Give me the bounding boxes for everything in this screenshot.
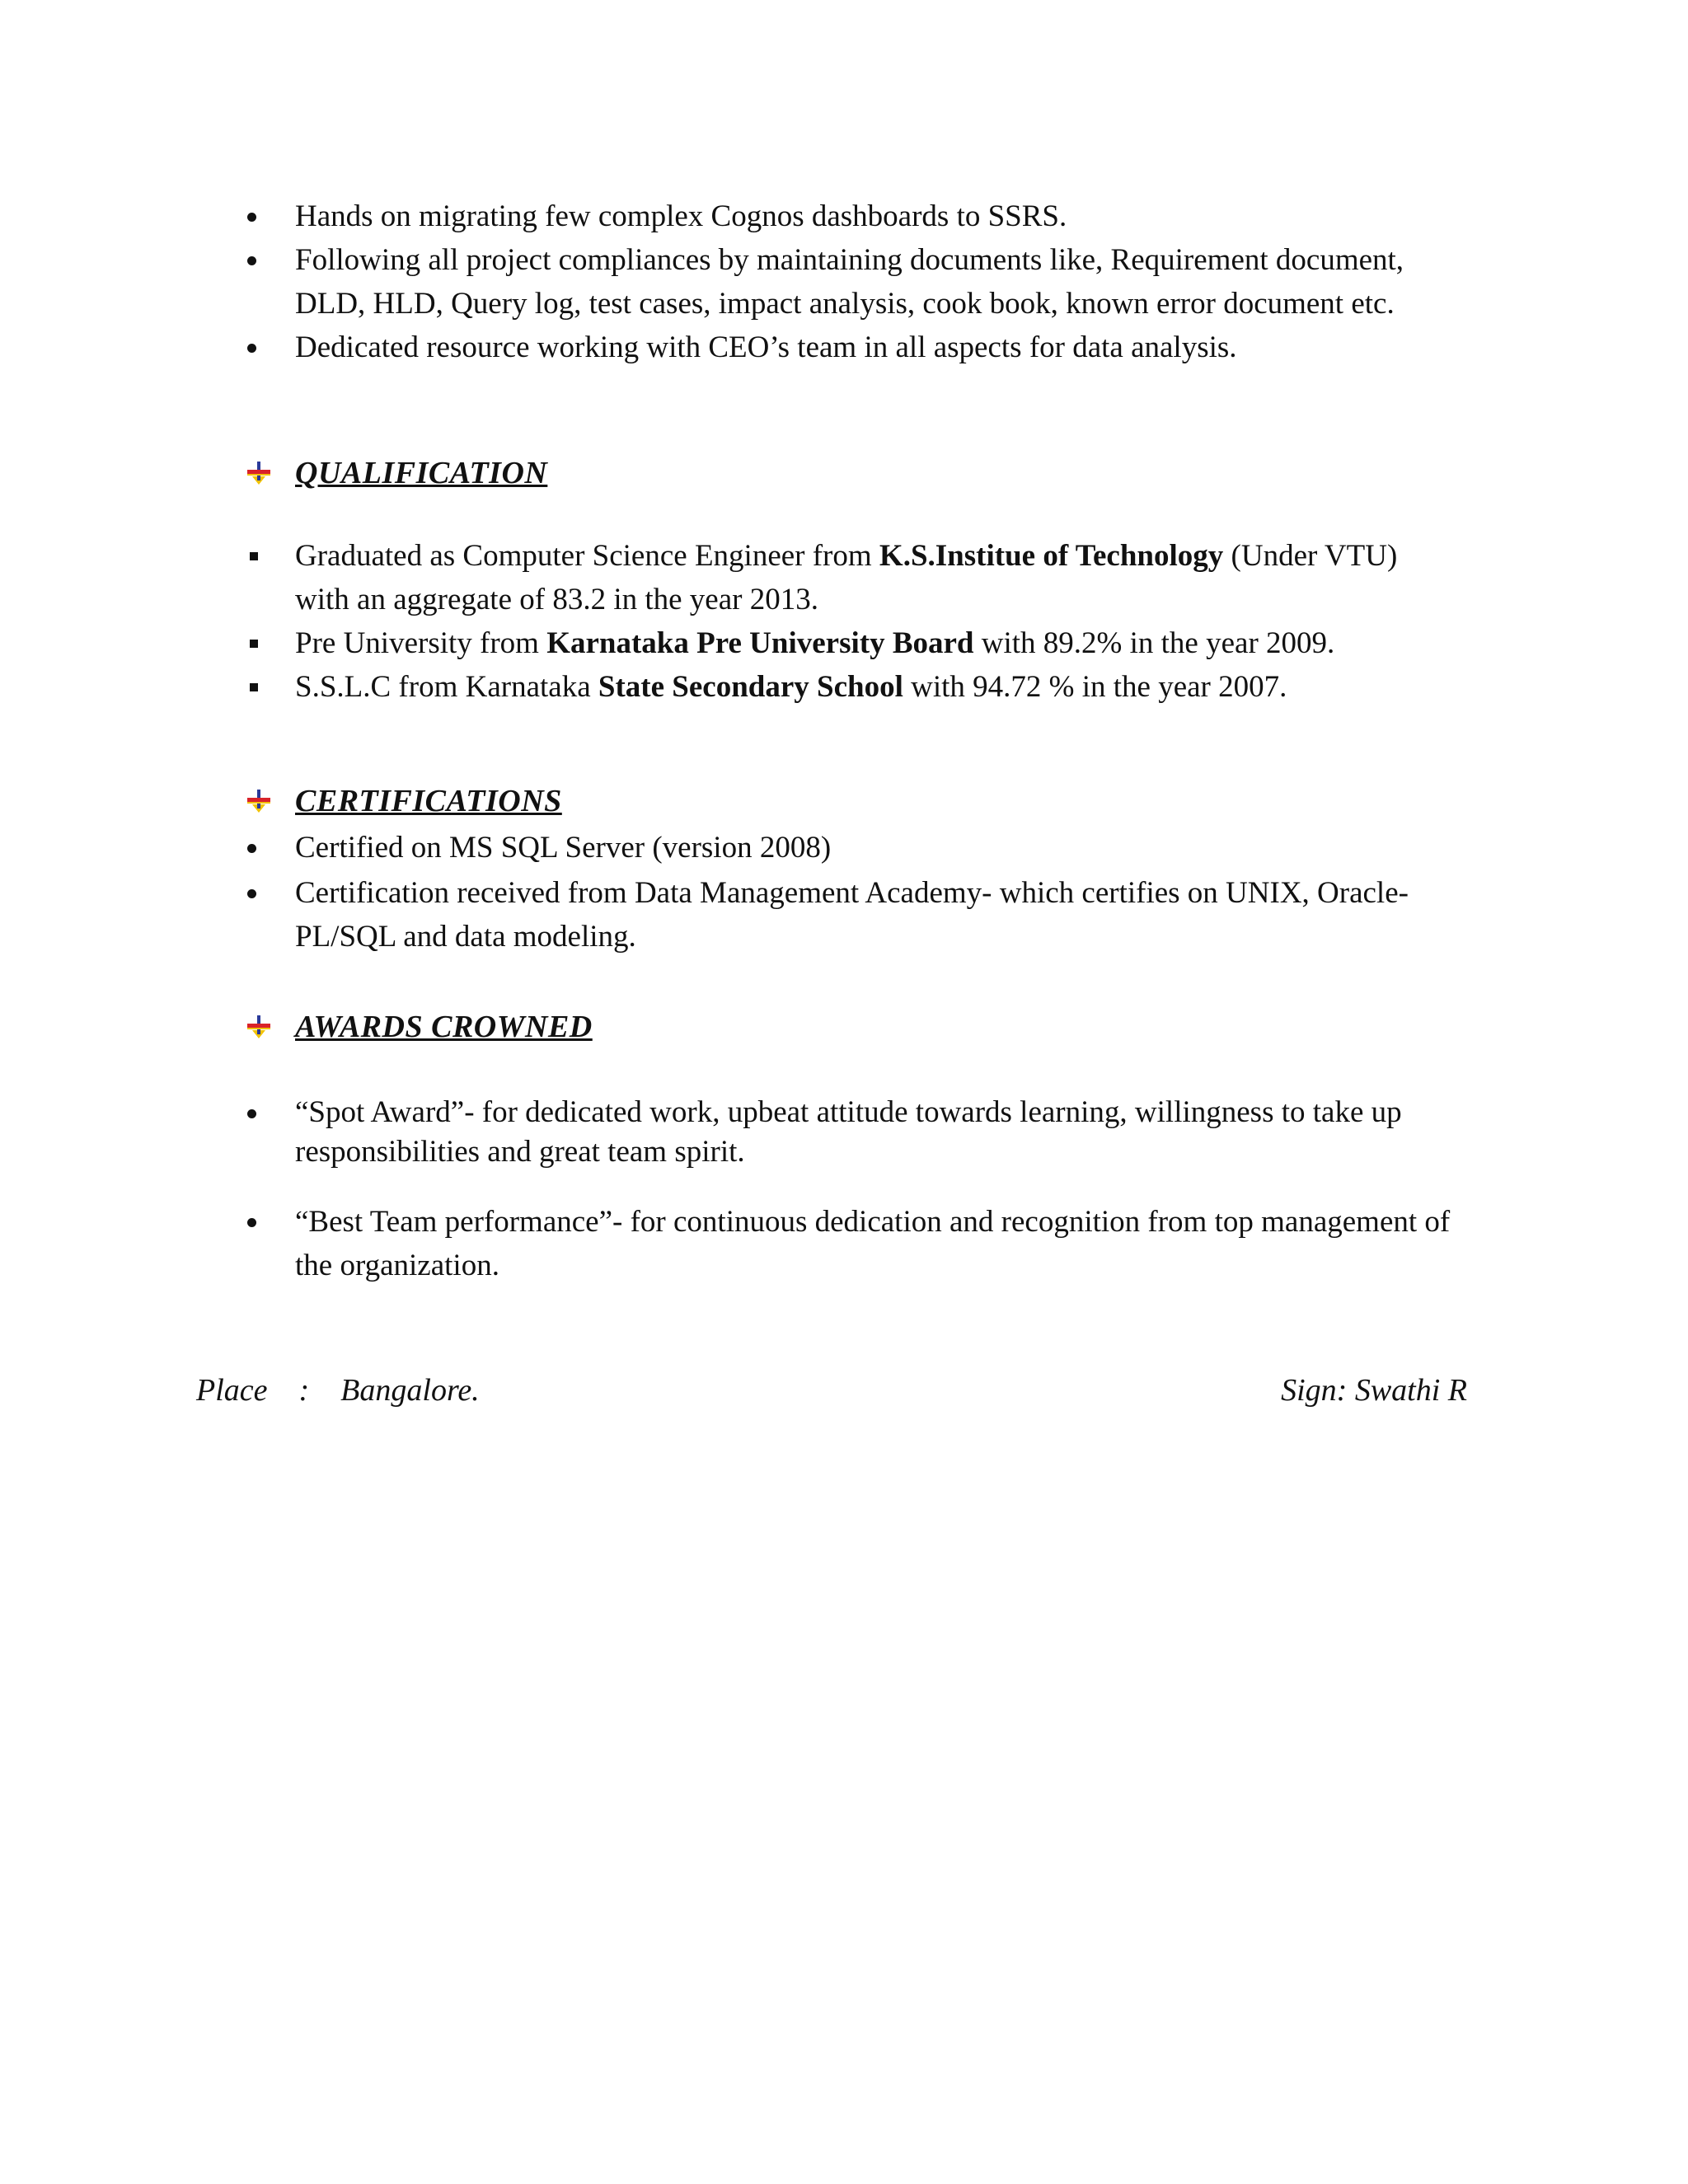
list-item: Certified on MS SQL Server (version 2008) bbox=[0, 826, 1459, 869]
arrow-down-bullet-icon bbox=[246, 460, 272, 486]
bullet-dot-icon bbox=[247, 889, 256, 898]
certifications-heading bbox=[0, 778, 1688, 824]
experience-list bbox=[0, 194, 1688, 369]
section-title: QUALIFICATION bbox=[295, 456, 548, 490]
certifications-list bbox=[0, 826, 1688, 958]
bullet-dot-icon bbox=[247, 213, 256, 222]
arrow-down-bullet-icon bbox=[246, 788, 272, 814]
bullet-dot-icon bbox=[247, 256, 256, 265]
list-item: Graduated as Computer Science Engineer from K.S.Institue of Technology (Under VTU) with an aggregate of 83.2 in the year 2013. bbox=[0, 534, 1459, 621]
bullet-dot-icon bbox=[247, 1218, 256, 1227]
list-item: Pre University from Karnataka Pre University Board with 89.2% in the year 2009. bbox=[0, 621, 1459, 665]
list-item: S.S.L.C from Karnataka State Secondary School with 94.72 % in the year 2007. bbox=[0, 665, 1459, 709]
bullet-square-icon bbox=[250, 640, 258, 648]
bullet-square-icon bbox=[250, 683, 258, 691]
arrow-down-bullet-icon bbox=[246, 1014, 272, 1040]
bullet-dot-icon bbox=[247, 344, 256, 353]
place-separator: : bbox=[298, 1373, 310, 1408]
awards-list bbox=[0, 1093, 1688, 1287]
list-item: “Spot Award”- for dedicated work, upbeat attitude towards learning, willingness to take up responsibilities and great team spirit. bbox=[0, 1093, 1459, 1172]
list-item: Hands on migrating few complex Cognos dashboards to SSRS. bbox=[0, 194, 1459, 238]
section-title: CERTIFICATIONS bbox=[295, 784, 562, 818]
place-value: Bangalore. bbox=[340, 1373, 480, 1408]
place-label: Place bbox=[196, 1373, 268, 1408]
section-title: AWARDS CROWNED bbox=[295, 1010, 593, 1044]
list-item: Certification received from Data Management Academy- which certifies on UNIX, Oracle-PL/SQL and data modeling. bbox=[0, 871, 1459, 958]
qualification-list bbox=[0, 534, 1688, 709]
list-item: Dedicated resource working with CEO’s team in all aspects for data analysis. bbox=[0, 326, 1459, 369]
list-item: “Best Team performance”- for continuous dedication and recognition from top management of the organization. bbox=[0, 1200, 1459, 1287]
list-item: Following all project compliances by maintaining documents like, Requirement document, DLD, HLD, Query log, test cases, impact analysis, cook book, known error document etc. bbox=[0, 238, 1459, 326]
bullet-square-icon bbox=[250, 552, 258, 560]
bullet-dot-icon bbox=[247, 844, 256, 853]
awards-heading bbox=[0, 1004, 1688, 1050]
bullet-dot-icon bbox=[247, 1109, 256, 1118]
footer-place bbox=[196, 1367, 480, 1413]
footer-signature: Sign: Swathi R bbox=[1281, 1373, 1467, 1408]
qualification-heading bbox=[0, 450, 1688, 496]
